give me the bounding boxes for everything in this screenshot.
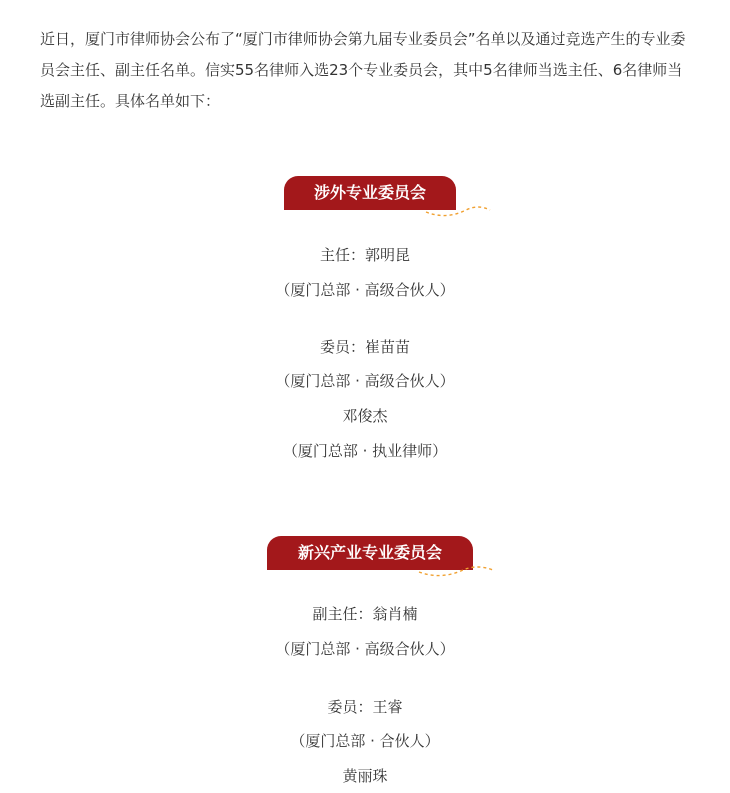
chair-line: 主任：郭明昆 — [319, 246, 410, 264]
section-header-foreign — [284, 176, 494, 216]
section-title: 新兴产业专业委员会 — [267, 536, 473, 570]
member-name: 邓俊杰 — [342, 407, 388, 425]
affiliation-line: （厦门总部 · 高级合伙人） — [275, 372, 455, 390]
member-name: 黄丽珠 — [342, 767, 388, 785]
member-line: 委员：崔苗苗 — [319, 338, 410, 356]
affiliation-line: （厦门总部 · 高级合伙人） — [275, 281, 455, 299]
affiliation-line: （厦门总部 · 高级合伙人） — [275, 640, 455, 658]
affiliation-line: （厦门总部 · 合伙人） — [290, 732, 440, 750]
member-line: 委员：王睿 — [327, 698, 403, 716]
section-header-emerging — [267, 536, 507, 576]
decorative-curve-icon — [417, 558, 497, 578]
decorative-curve-icon — [424, 198, 494, 218]
vice-chair-line: 副主任：翁肖楠 — [312, 605, 418, 623]
intro-paragraph: 近日，厦门市律师协会公布了“厦门市律师协会第九届专业委员会”名单以及通过竞选产生的专业委员会主任、副主任名单。信实55名律师入选23个专业委员会，其中5名律师当选主任、6名律师当选副主任。具体名单如下： — [40, 30, 686, 110]
section-title: 涉外专业委员会 — [284, 176, 456, 210]
affiliation-line: （厦门总部 · 执业律师） — [282, 442, 448, 460]
